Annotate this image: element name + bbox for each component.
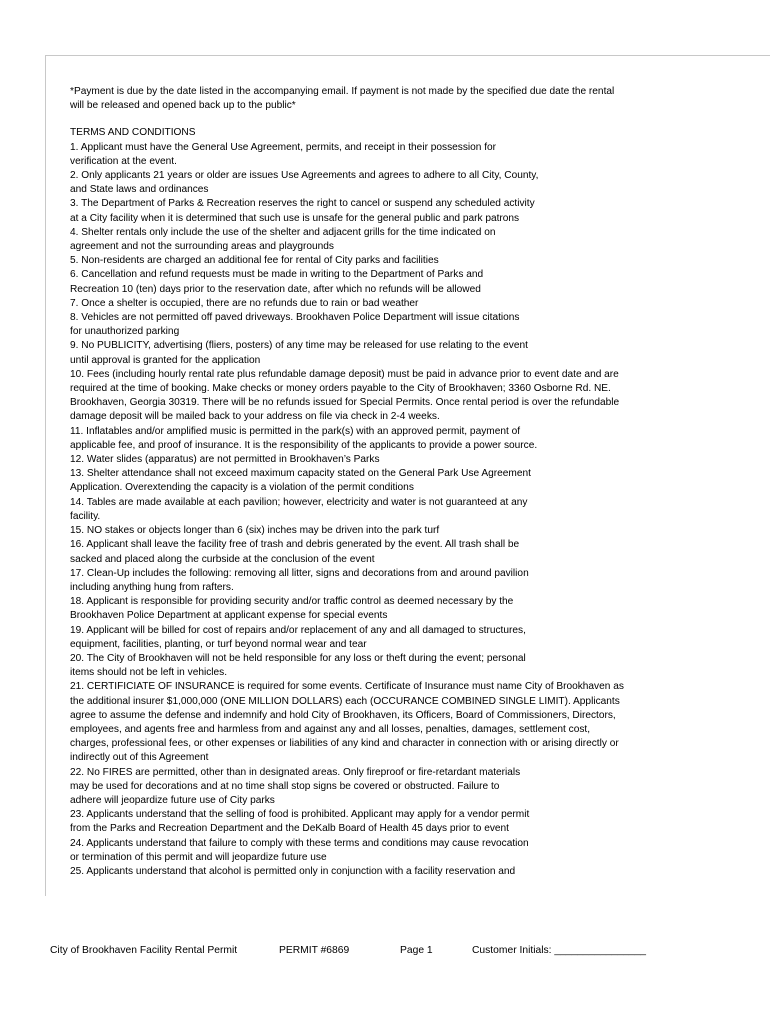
terms-line: 21. CERTIFICIATE OF INSURANCE is required for some events. Certificate of Insurance must name City of Brookhaven as xyxy=(70,681,624,693)
terms-line: Brookhaven, Georgia 30319. There will be no refunds issued for Special Permits. Once rental period is over the refundable xyxy=(70,397,620,409)
terms-line: 2. Only applicants 21 years or older are issues Use Agreements and agrees to adhere to all City, County, xyxy=(70,170,539,182)
terms-line: 13. Shelter attendance shall not exceed maximum capacity stated on the General Park Use Agreement xyxy=(70,468,531,480)
terms-line: Application. Overextending the capacity is a violation of the permit conditions xyxy=(70,482,414,494)
terms-line: 12. Water slides (apparatus) are not permitted in Brookhaven’s Parks xyxy=(70,454,380,466)
footer-customer-initials: Customer Initials: ________________ xyxy=(472,945,647,956)
terms-line: at a City facility when it is determined that such use is unsafe for the general public and park patrons xyxy=(70,212,520,224)
terms-line: 11. Inflatables and/or amplified music is permitted in the park(s) with an approved permit, payment of xyxy=(70,425,521,437)
terms-line: facility. xyxy=(70,510,101,522)
terms-line: 16. Applicant shall leave the facility free of trash and debris generated by the event. All trash shall be xyxy=(70,539,520,551)
terms-line: 5. Non-residents are charged an additional fee for rental of City parks and facilities xyxy=(70,255,439,267)
terms-line: until approval is granted for the application xyxy=(70,354,261,366)
terms-line: 18. Applicant is responsible for providing security and/or traffic control as deemed necessary by the xyxy=(70,596,514,608)
footer-page-number: Page 1 xyxy=(400,945,433,956)
terms-line: 24. Applicants understand that failure to comply with these terms and conditions may cause revocation xyxy=(70,837,529,849)
terms-line: items should not be left in vehicles. xyxy=(70,667,228,679)
terms-line: 14. Tables are made available at each pavilion; however, electricity and water is not guaranteed at any xyxy=(70,496,528,508)
terms-line: 15. NO stakes or objects longer than 6 (six) inches may be driven into the park turf xyxy=(70,525,440,537)
terms-line: agreement and not the surrounding areas and playgrounds xyxy=(70,241,334,253)
terms-line: may be used for decorations and at no time shall stop signs be covered or obstructed. Failure to xyxy=(70,780,500,792)
terms-line: 23. Applicants understand that the selling of food is prohibited. Applicant may apply for a vendor permit xyxy=(70,809,530,821)
terms-line: employees, and agents free and harmless from and against any and all losses, penalties, damages, settlement cost, xyxy=(70,723,591,735)
terms-line: 8. Vehicles are not permitted off paved driveways. Brookhaven Police Department will issue citations xyxy=(70,312,520,324)
terms-line: and State laws and ordinances xyxy=(70,184,209,196)
terms-line: 22. No FIRES are permitted, other than in designated areas. Only fireproof or fire-retardant materials xyxy=(70,766,521,778)
terms-line: 7. Once a shelter is occupied, there are no refunds due to rain or bad weather xyxy=(70,297,419,309)
terms-line: applicable fee, and proof of insurance. It is the responsibility of the applicants to provide a power source. xyxy=(70,439,538,451)
terms-line: from the Parks and Recreation Department and the DeKalb Board of Health 45 days prior to event xyxy=(70,823,509,835)
payment-notice xyxy=(70,85,695,113)
terms-line: Recreation 10 (ten) days prior to the reservation date, after which no refunds will be allowed xyxy=(70,283,481,295)
payment-notice-line: *Payment is due by the date listed in the accompanying email. If payment is not made by the specified due date the rental xyxy=(70,86,615,97)
terms-line: 4. Shelter rentals only include the use of the shelter and adjacent grills for the time indicated on xyxy=(70,226,496,238)
terms-line: 10. Fees (including hourly rental rate plus refundable damage deposit) must be paid in advance prior to event date and are xyxy=(70,368,619,380)
page-footer xyxy=(0,945,770,961)
terms-line: verification at the event. xyxy=(70,155,177,167)
terms-line: 17. Clean-Up includes the following: removing all litter, signs and decorations from and around pavilion xyxy=(70,567,529,579)
terms-line: charges, professional fees, or other expenses or liabilities of any kind and character in connection with or arising directly or xyxy=(70,738,619,750)
terms-line: including anything hung from rafters. xyxy=(70,581,234,593)
terms-line: sacked and placed along the curbside at the conclusion of the event xyxy=(70,553,375,565)
terms-line: 9. No PUBLICITY, advertising (fliers, posters) of any time may be released for use relating to the event xyxy=(70,340,528,352)
terms-line: 19. Applicant will be billed for cost of repairs and/or replacement of any and all damaged to structures, xyxy=(70,624,526,636)
terms-line: 20. The City of Brookhaven will not be held responsible for any loss or theft during the event; personal xyxy=(70,652,526,664)
footer-title: City of Brookhaven Facility Rental Permit xyxy=(50,945,238,956)
terms-line: 25. Applicants understand that alcohol is permitted only in conjunction with a facility reservation and xyxy=(70,865,516,877)
terms-line: 6. Cancellation and refund requests must be made in writing to the Department of Parks and xyxy=(70,269,484,281)
terms-heading: TERMS AND CONDITIONS xyxy=(70,127,196,139)
terms-line: indirectly out of this Agreement xyxy=(70,752,209,764)
terms-line: agree to assume the defense and indemnify and hold City of Brookhaven, its Officers, Board of Commissioners, Directors, xyxy=(70,709,616,721)
terms-list xyxy=(70,141,695,880)
terms-line: required at the time of booking. Make checks or money orders payable to the City of Brookhaven; 3360 Osborne Rd. NE. xyxy=(70,383,611,395)
terms-line: damage deposit will be mailed back to your address on file via check in 2-4 weeks. xyxy=(70,411,440,423)
payment-notice-line: will be released and opened back up to the public* xyxy=(70,100,296,112)
terms-line: equipment, facilities, planting, or turf beyond normal wear and tear xyxy=(70,638,367,650)
terms-line: Brookhaven Police Department at applicant expense for special events xyxy=(70,610,388,622)
footer-permit-number: PERMIT #6869 xyxy=(279,945,350,956)
terms-line: 3. The Department of Parks & Recreation reserves the right to cancel or suspend any scheduled activity xyxy=(70,198,535,210)
terms-line: adhere will jeopardize future use of City parks xyxy=(70,794,275,806)
terms-line: for unauthorized parking xyxy=(70,326,180,338)
document-body xyxy=(70,85,695,879)
terms-line: the additional insurer $1,000,000 (ONE MILLION DOLLARS) each (OCCURANCE COMBINED SINGLE LIMIT). Applicants xyxy=(70,695,620,707)
terms-line: 1. Applicant must have the General Use Agreement, permits, and receipt in their possession for xyxy=(70,141,497,153)
terms-line: or termination of this permit and will jeopardize future use xyxy=(70,851,327,863)
